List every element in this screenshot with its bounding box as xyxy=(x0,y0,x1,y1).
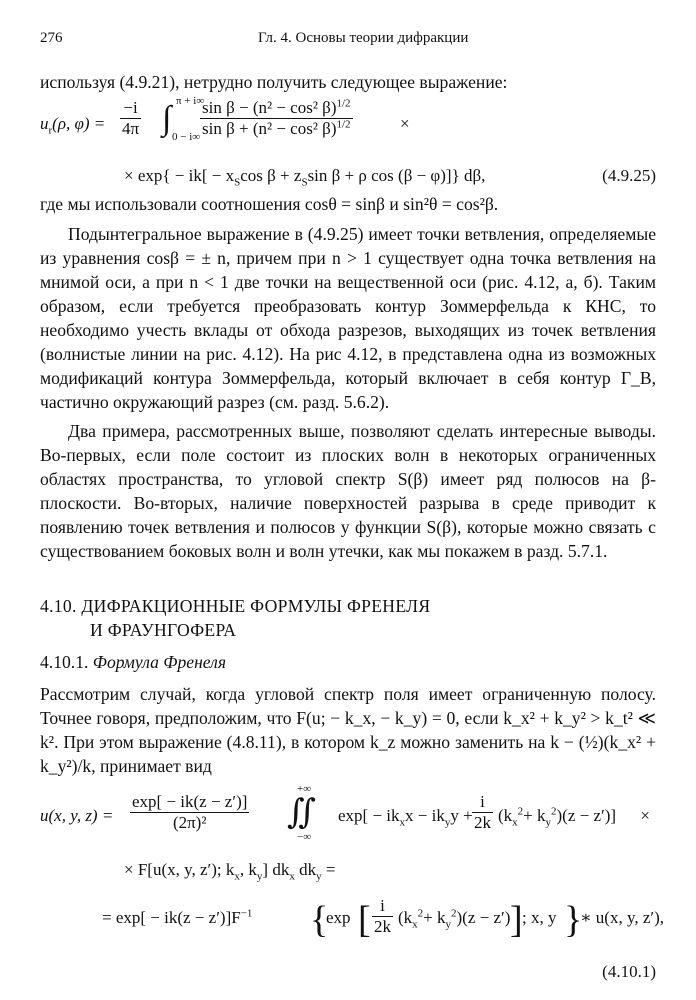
paragraph-4: Рассмотрим случай, когда угловой спектр поля имеет ограниченную полосу. Точнее говоря, предположим, что F(u; − k_x, − k_y) = 0, если k_x² + k_y² > k_t² ≪ k². При этом выражение (4.8.11), в котором k_z можно заменить на k − (½)(k_x² + k_y²)/k, принимает вид xyxy=(40,684,656,776)
equation-4-9-25-line1: $u_r(\rho$, φ) = $\frac{-i}{4\pi}$ ∫ π + i∞ 0 − i∞ $\frac{\sin \beta - (n^2 - \cos^2 \beta)^{1/2}}{\sin \beta + (n^2 - \cos^2 \beta)^{1/2}}$ × xyxy=(40,95,410,143)
running-head: Гл. 4. Основы теории дифракции xyxy=(258,30,469,46)
equation-4-10-1-line3: = $\exp[ - ik(z - z')]F^{-1}$ { exp [ $\frac{i}{2k}$ $(k_x^2+ k_y^2)(z - z')$ ] ; x, y } ∗ u(x, y, z′), xyxy=(102,896,665,941)
paragraph-1: где мы использовали соотношения cosθ = sinβ и sin²θ = cos²β. xyxy=(40,194,499,214)
section-title: 4.10. ДИФРАКЦИОННЫЕ ФОРМУЛЫ ФРЕНЕЛЯ И ФРАУНГОФЕРА xyxy=(40,596,431,640)
equation-4-10-1-line2: × F[u(x, y, z′); $k_x$, $k_y$] $dk_x$ $dk_y$ = xyxy=(124,860,336,883)
equation-number-2: (4.10.1) xyxy=(602,962,656,981)
intro-line: используя (4.9.21), нетрудно получить следующее выражение: xyxy=(40,72,508,92)
paragraph-3: Два примера, рассмотренных выше, позволяют сделать интересные выводы. Во-первых, если поле состоит из плоских волн в некоторых ограниченных областях пространства, то угловой спектр S(β) имеет ряд полюсов на β-плоскости. Во-вторых, наличие поверхностей разрыва в среде приводит к появлению точек ветвления и полюсов у функции S(β), которые можно связать с существованием боковых волн и волн утечки, как мы покажем в разд. 5.7.1. xyxy=(40,421,656,561)
subsection-title: 4.10.1. Формула Френеля xyxy=(40,652,227,672)
coefficient-fraction: $\frac{-i}{4\pi}$ xyxy=(122,98,140,138)
half-fraction-2: $\frac{i}{2k}$ xyxy=(374,896,391,936)
equation-4-9-25-line2: × $\exp\{ - ik[ - x_S\cos$ $\beta + z_S\sin$ β + ρ cos (β − φ)]} dβ, (4.9.25) xyxy=(124,166,656,189)
paragraph-2: Подынтегральное выражение в (4.9.25) имеет точки ветвления, определяемые из уравнения cosβ = ± n, причем при n > 1 существует одна точка ветвления на мнимой оси, а при n < 1 две точки на вещественной оси (рис. 4.12, а, б). Таким образом, если требуется преобразовать контур Зоммерфельда к КНС, то необходимо учесть вклады от обхода разрезов, выходящих из точек ветвления (волнистые линии на рис. 4.12). На рис 4.12, в представлена одна из возможных модификаций контура Зоммерфельда, который включает в себя контур Γ_B, частично окружающий разрез (см. разд. 5.6.2). xyxy=(40,224,656,412)
equation-4-10-1-line1: u(x, y, z) = $\frac{\exp[ - ik(z - z')]}{\text{(2π)²}}$ ∬ +∞ −∞ $\exp[ - ik_xx - ik_yy$ + $\frac{i}{2k}$ $(k_x^2+ k_y^2)(z - z')$] × xyxy=(40,783,650,843)
equation-4-10-1-number-row xyxy=(40,962,656,986)
coefficient-fraction-2: $\frac{\exp[ - ik(z - z')]}{\text{(2π)²}}$ xyxy=(132,792,248,832)
integral-sign: ∫ π + i∞ 0 − i∞ xyxy=(162,95,205,143)
equation-number: (4.9.25) xyxy=(602,166,656,185)
double-integral-sign: ∬ +∞ −∞ xyxy=(287,783,316,843)
integrand-fraction: $\frac{\sin \beta - (n^2 - \cos^2 \beta)^{1/2}}{\sin \beta + (n^2 - \cos^2 \beta)^{1/2}}$ xyxy=(202,97,351,138)
page-number: 276 xyxy=(40,30,63,46)
page-header xyxy=(40,30,656,50)
half-fraction: $\frac{i}{2k}$ xyxy=(474,792,491,832)
